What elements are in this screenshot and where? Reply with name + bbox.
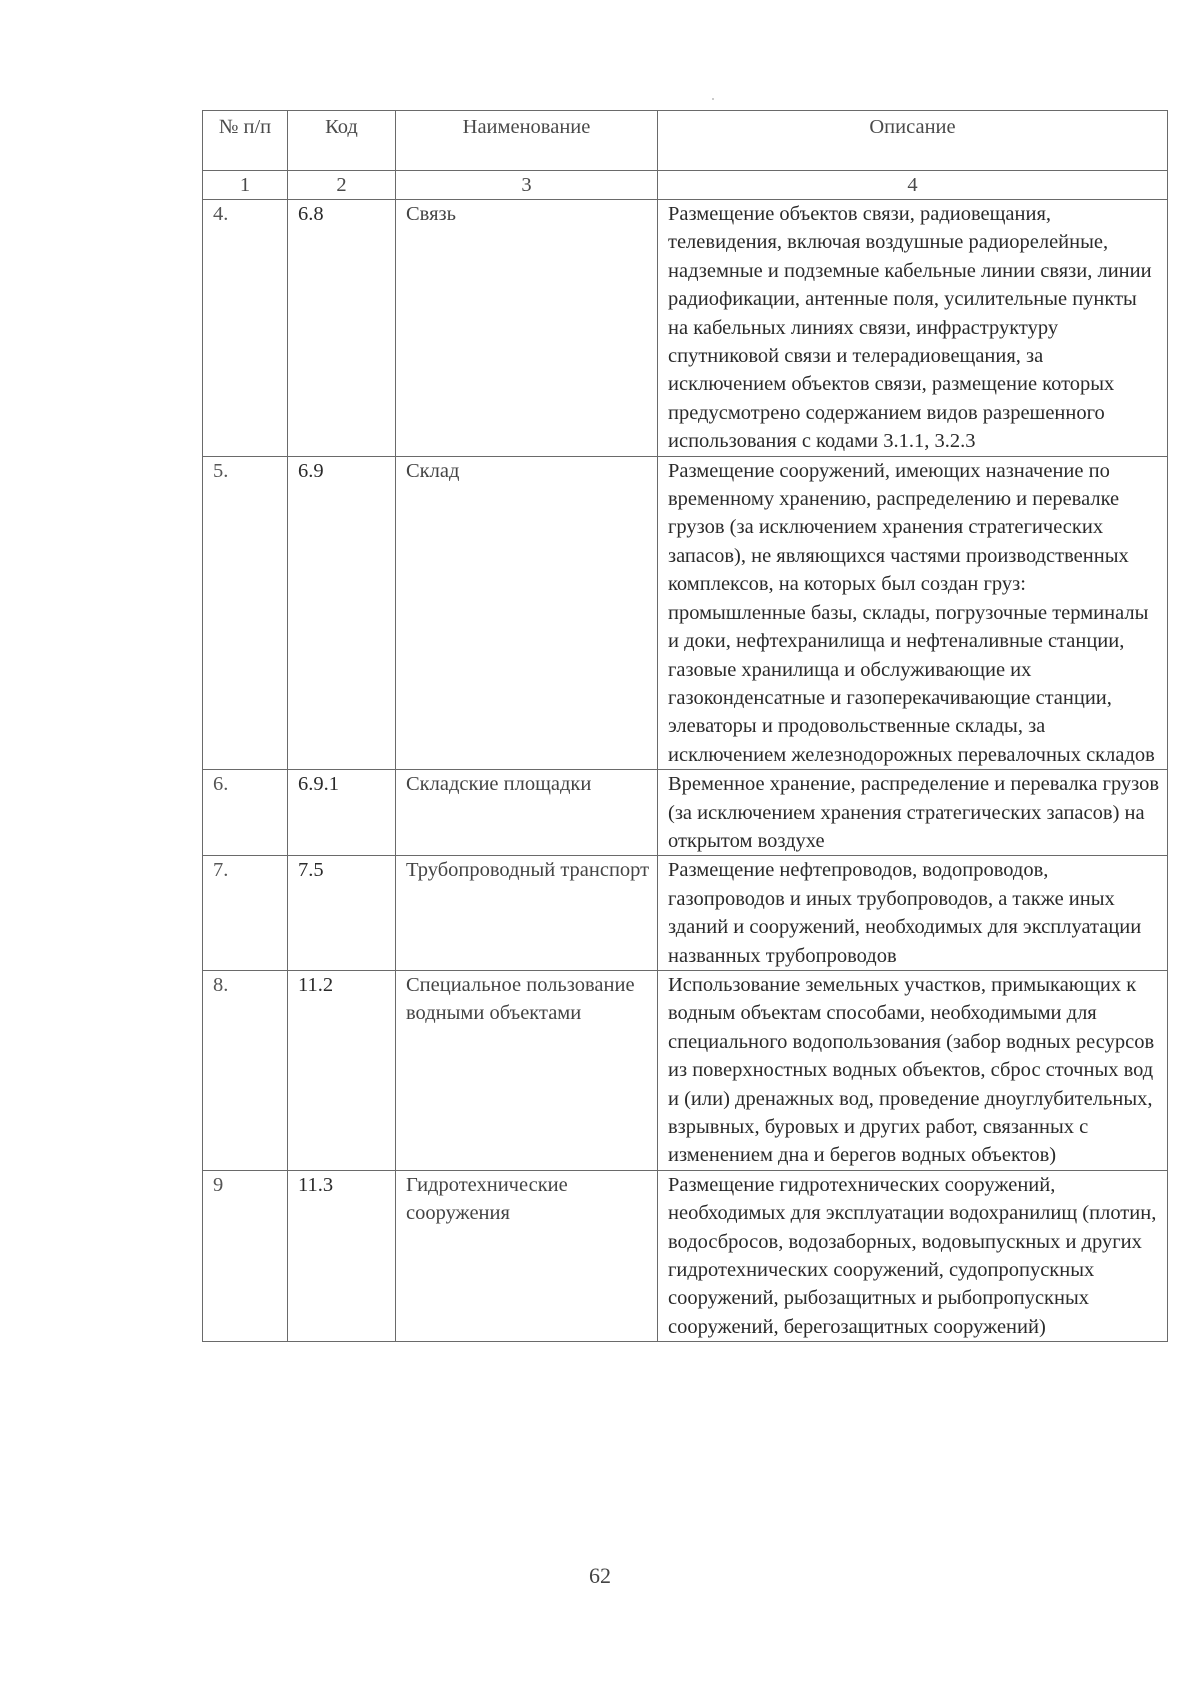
row-description: Размещение гидротехнических сооружений, необходимых для эксплуатации водохранилищ (плотин, водосбросов, водозаборных, водовыпускных и других гидротехнических сооружений, судопропускных сооружений, рыбозащитных и рыбопропускных сооружений, берегозащитных сооружений) (658, 1170, 1168, 1341)
row-number: 7. (203, 856, 288, 971)
row-number: 5. (203, 456, 288, 769)
row-description: Размещение нефтепроводов, водопроводов, газопроводов и иных трубопроводов, а также иных зданий и сооружений, необходимых для эксплуатации названных трубопроводов (658, 856, 1168, 971)
header-number: № п/п (203, 111, 288, 171)
table-row (203, 970, 1168, 1170)
row-description: Размещение объектов связи, радиовещания, телевидения, включая воздушные радиорелейные, надземные и подземные кабельные линии связи, линии радиофикации, антенные поля, усилительные пункты на кабельных линиях связи, инфраструктуру спутниковой связи и телерадиовещания, за исключением объектов связи, размещение которых предусмотрено содержанием видов разрешенного использования с кодами 3.1.1, 3.2.3 (658, 200, 1168, 457)
row-code: 7.5 (288, 856, 396, 971)
row-code: 6.8 (288, 200, 396, 457)
row-name: Связь (396, 200, 658, 457)
column-number: 4 (658, 171, 1168, 200)
column-number: 1 (203, 171, 288, 200)
row-name: Гидротехнические сооружения (396, 1170, 658, 1341)
header-description: Описание (658, 111, 1168, 171)
table-row (203, 770, 1168, 856)
row-name: Специальное пользование водными объектами (396, 970, 658, 1170)
row-description: Размещение сооружений, имеющих назначение по временному хранению, распределению и перевалке грузов (за исключением хранения стратегических запасов), не являющихся частями производственных комплексов, на которых был создан груз: промышленные базы, склады, погрузочные терминалы и доки, нефтехранилища и нефтеналивные станции, газовые хранилища и обслуживающие их газоконденсатные и газоперекачивающие станции, элеваторы и продовольственные склады, за исключением железнодорожных перевалочных складов (658, 456, 1168, 769)
row-description: Временное хранение, распределение и перевалка грузов (за исключением хранения стратегических запасов) на открытом воздухе (658, 770, 1168, 856)
row-name: Склад (396, 456, 658, 769)
table-row (203, 200, 1168, 457)
scan-speck (712, 98, 714, 100)
row-code: 6.9 (288, 456, 396, 769)
row-number: 6. (203, 770, 288, 856)
table-row (203, 856, 1168, 971)
table-header-row (203, 111, 1168, 171)
column-number: 2 (288, 171, 396, 200)
page-number: 62 (589, 1563, 611, 1588)
row-number: 4. (203, 200, 288, 457)
row-number: 9 (203, 1170, 288, 1341)
row-code: 11.2 (288, 970, 396, 1170)
row-name: Складские площадки (396, 770, 658, 856)
column-number: 3 (396, 171, 658, 200)
header-name: Наименование (396, 111, 658, 171)
row-name: Трубопроводный транспорт (396, 856, 658, 971)
row-description: Использование земельных участков, примыкающих к водным объектам способами, необходимыми для специального водопользования (забор водных ресурсов из поверхностных водных объектов, сброс сточных вод и (или) дренажных вод, проведение дноуглубительных, взрывных, буровых и других работ, связанных с изменением дна и берегов водных объектов) (658, 970, 1168, 1170)
row-code: 11.3 (288, 1170, 396, 1341)
table-row (203, 456, 1168, 769)
table-row (203, 1170, 1168, 1341)
row-number: 8. (203, 970, 288, 1170)
header-code: Код (288, 111, 396, 171)
row-code: 6.9.1 (288, 770, 396, 856)
land-use-table (202, 110, 1168, 1342)
column-number-row (203, 171, 1168, 200)
